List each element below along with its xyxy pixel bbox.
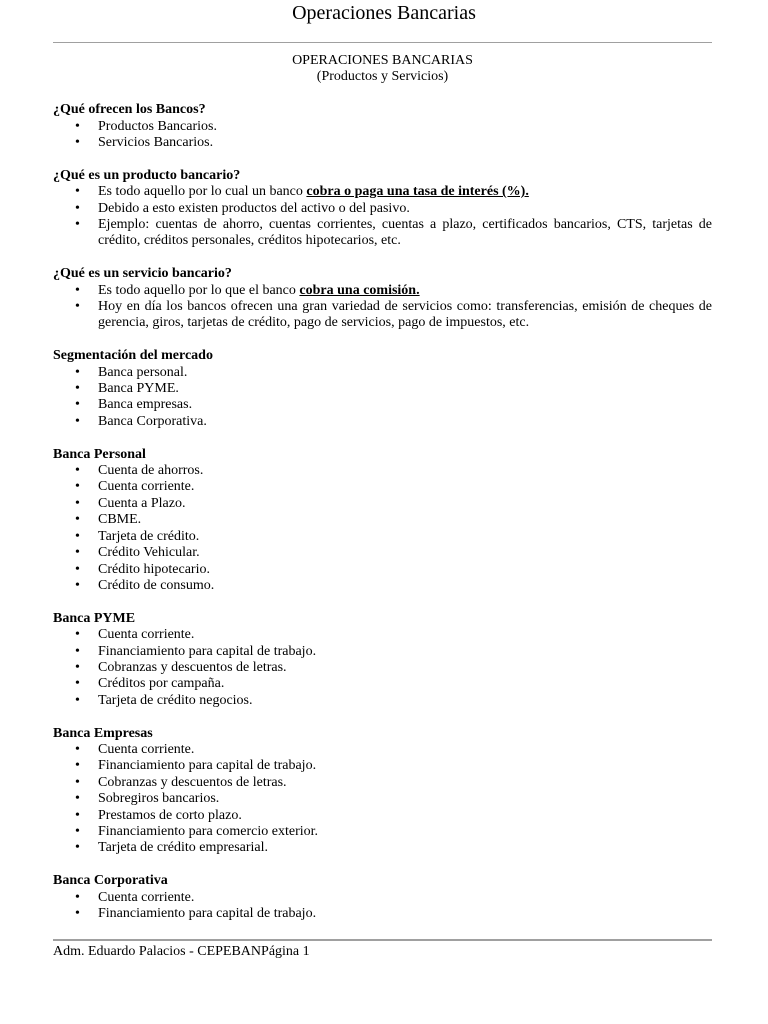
section-heading: Segmentación del mercado bbox=[53, 348, 213, 364]
bullet-list bbox=[53, 184, 712, 250]
document-title: OPERACIONES BANCARIAS bbox=[292, 53, 473, 68]
list-item: • Prestamos de corto plazo. bbox=[53, 808, 712, 824]
list-item: • Banca personal. bbox=[53, 365, 712, 381]
list-item: • Tarjeta de crédito. bbox=[53, 529, 712, 545]
bullet-list bbox=[53, 463, 712, 594]
section bbox=[53, 348, 712, 430]
page-footer: Adm. Eduardo Palacios - CEPEBANPágina 1 bbox=[53, 944, 310, 959]
footer-divider bbox=[53, 939, 712, 941]
list-item-text: Es todo aquello por lo cual un banco bbox=[98, 184, 307, 200]
list-item bbox=[53, 283, 712, 299]
list-item bbox=[53, 217, 712, 250]
list-item: • Tarjeta de crédito empresarial. bbox=[53, 840, 712, 856]
section-heading: Banca PYME bbox=[53, 610, 136, 626]
list-item: • Cuenta corriente. bbox=[53, 890, 712, 906]
section bbox=[53, 726, 712, 857]
document-body bbox=[53, 53, 712, 922]
bullet-list bbox=[53, 627, 712, 709]
list-item: • Productos Bancarios. bbox=[53, 119, 712, 135]
bullet-list bbox=[53, 890, 712, 923]
list-item: • Créditos por campaña. bbox=[53, 676, 712, 692]
bullet-list bbox=[53, 119, 712, 152]
section bbox=[53, 447, 712, 595]
list-item: • Cuenta corriente. bbox=[53, 479, 712, 495]
section bbox=[53, 611, 712, 709]
section bbox=[53, 266, 712, 332]
list-item bbox=[53, 184, 712, 200]
list-item: • Financiamiento para capital de trabajo. bbox=[53, 644, 712, 660]
list-item-text: Ejemplo: cuentas de ahorro, cuentas corrientes, cuentas a plazo, certificados bancarios, CTS, tarjetas de crédito, créditos personales, créditos hipotecarios, etc. bbox=[98, 217, 712, 249]
list-item: • Financiamiento para capital de trabajo. bbox=[53, 906, 712, 922]
sections-container bbox=[53, 102, 712, 922]
list-item: • CBME. bbox=[53, 512, 712, 528]
list-item: • Crédito de consumo. bbox=[53, 578, 712, 594]
document-subtitle: (Productos y Servicios) bbox=[316, 69, 449, 85]
list-item: • Cuenta de ahorros. bbox=[53, 463, 712, 479]
bullet-list bbox=[53, 283, 712, 332]
section bbox=[53, 873, 712, 922]
list-item: • Sobregiros bancarios. bbox=[53, 791, 712, 807]
list-item: • Banca Corporativa. bbox=[53, 414, 712, 430]
list-item: • Cobranzas y descuentos de letras. bbox=[53, 660, 712, 676]
list-item: • Crédito Vehicular. bbox=[53, 545, 712, 561]
section-heading: Banca Personal bbox=[53, 446, 146, 462]
section-heading: ¿Qué ofrecen los Bancos? bbox=[53, 102, 206, 118]
list-item: • Banca empresas. bbox=[53, 397, 712, 413]
section-heading: ¿Qué es un servicio bancario? bbox=[53, 266, 232, 282]
section-heading: Banca Corporativa bbox=[53, 873, 168, 889]
section-heading: ¿Qué es un producto bancario? bbox=[53, 167, 241, 183]
list-item: • Servicios Bancarios. bbox=[53, 135, 712, 151]
list-item-text: Es todo aquello por lo que el banco bbox=[98, 282, 300, 298]
list-item: • Crédito hipotecario. bbox=[53, 562, 712, 578]
list-item: • Cuenta corriente. bbox=[53, 742, 712, 758]
section bbox=[53, 168, 712, 250]
page-header-title: Operaciones Bancarias bbox=[292, 2, 476, 24]
list-item bbox=[53, 201, 712, 217]
list-item: • Financiamiento para capital de trabajo. bbox=[53, 758, 712, 774]
list-item bbox=[53, 299, 712, 332]
bullet-list bbox=[53, 365, 712, 431]
header-divider bbox=[53, 42, 712, 43]
list-item: • Banca PYME. bbox=[53, 381, 712, 397]
section bbox=[53, 102, 712, 151]
list-item-text: Debido a esto existen productos del activo o del pasivo. bbox=[98, 200, 410, 216]
emphasized-text: cobra una comisión. bbox=[299, 282, 420, 298]
section-heading: Banca Empresas bbox=[53, 725, 153, 741]
list-item: • Tarjeta de crédito negocios. bbox=[53, 693, 712, 709]
list-item: • Financiamiento para comercio exterior. bbox=[53, 824, 712, 840]
list-item-text: Hoy en día los bancos ofrecen una gran variedad de servicios como: transferencias, emisión de cheques de gerencia, giros, tarjetas de crédito, pago de servicios, pago de impuestos, etc. bbox=[98, 299, 712, 331]
list-item: • Cuenta corriente. bbox=[53, 627, 712, 643]
emphasized-text: cobra o paga una tasa de interés (%). bbox=[306, 184, 529, 200]
list-item: • Cobranzas y descuentos de letras. bbox=[53, 775, 712, 791]
list-item: • Cuenta a Plazo. bbox=[53, 496, 712, 512]
bullet-list bbox=[53, 742, 712, 857]
